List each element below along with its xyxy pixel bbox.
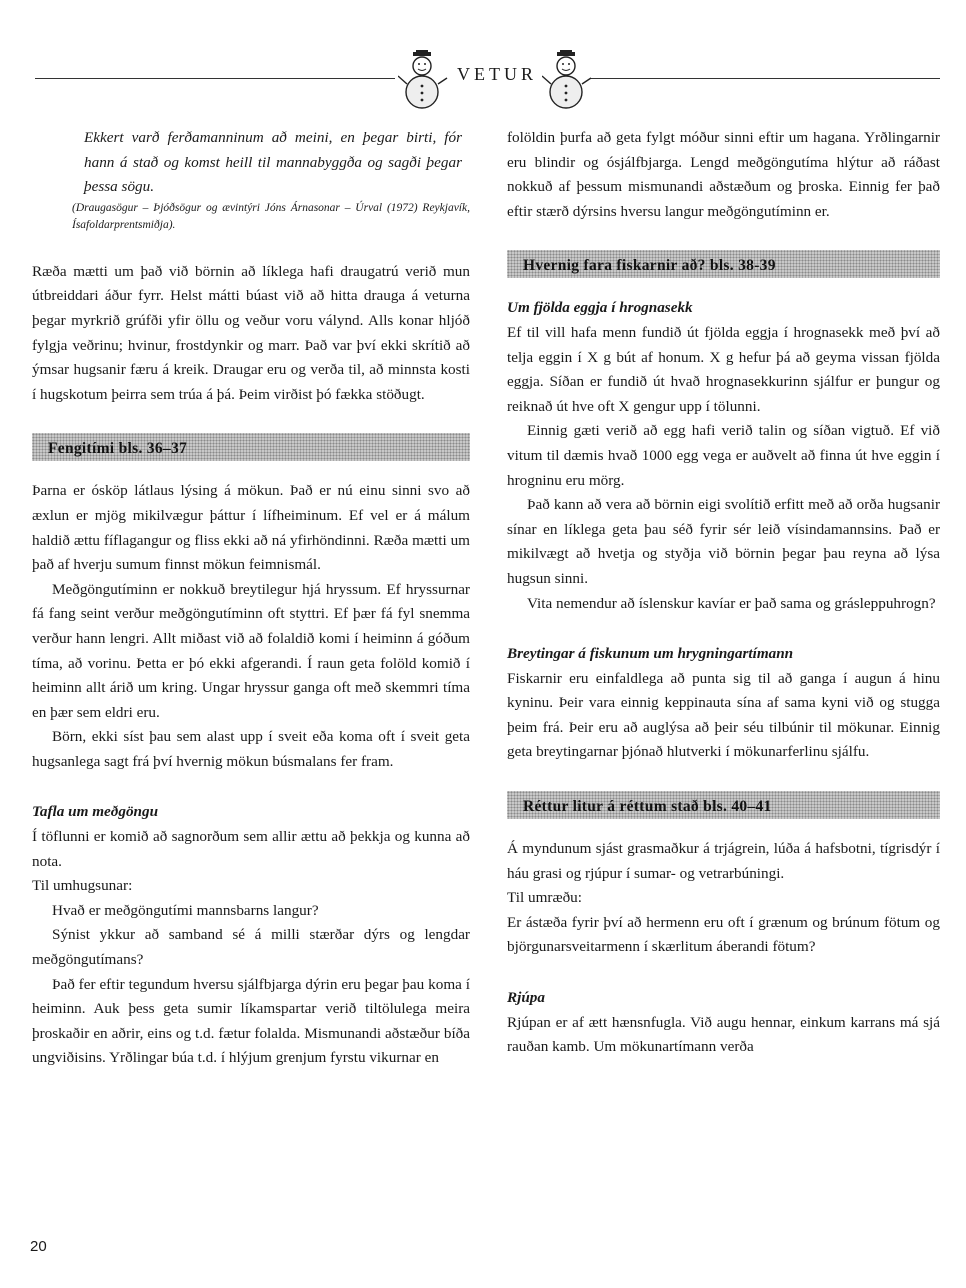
discussion-label: Til umræðu:: [507, 889, 582, 907]
body-paragraph: folöldin þurfa að geta fylgt móður sinni eftir um hagana. Yrðlingarnir eru blindir og ósjálfbjarga. Lengd meðgöngutíma hlýtur að ráðast nokkuð af þessum mismunandi aðstæðum og þroska. Einnig fer það eftir stærð dýrsins hversu langur meðgöngutíminn er.: [507, 129, 940, 220]
header-rule-left: [35, 78, 395, 79]
body-paragraph: Börn, ekki síst þau sem alast upp í sveit eða koma oft í sveit geta hugsanlega sagt frá því hvernig mökun búsmalans fer fram.: [32, 728, 470, 770]
section-heading: Fengitími bls. 36–37: [48, 440, 188, 458]
body-paragraph: Einnig gæti verið að egg hafi verið talin og síðan vigtuð. Ef við vitum til dæmis hvað 1000 egg vega er auðvelt að finna út hve eggin í hrogninu eru mörg.: [507, 422, 940, 489]
left-column: [32, 126, 470, 1071]
body-paragraph: Rjúpan er af ætt hænsnfugla. Við augu hennar, einkum karrans má sjá rauðan kamb. Um mökunartímann verða: [507, 1013, 940, 1056]
section-heading-bar: [507, 250, 940, 278]
section-heading: Réttur litur á réttum stað bls. 40–41: [523, 798, 772, 816]
subheading: Tafla um meðgöngu: [32, 803, 159, 821]
body-paragraph: Vita nemendur að íslenskur kavíar er það sama og grásleppuhrogn?: [527, 594, 936, 612]
snowman-icon: [398, 50, 448, 112]
body-paragraph: Á myndunum sjást grasmaðkur á trjágrein, lúða á hafsbotni, tígrisdýr í háu grasi og rjúpur í sumar- og vetrarbúningi.: [507, 840, 940, 882]
page-number: 20: [30, 1238, 47, 1255]
snowman-icon: [542, 50, 592, 112]
discussion-label: Til umhugsunar:: [32, 877, 133, 895]
question-item: Hvað er meðgöngutími mannsbarns langur?: [52, 901, 319, 919]
body-paragraph: Það fer eftir tegundum hversu sjálfbjarga dýrin eru þegar þau koma í heiminn. Auk þess geta sumir líkamspartar verið tiltölulega meira þroskaðir en aðrir, eins og t.d. fætur folalda. Mismunandi aðstæður bíða ungviðisins. Yrðlingar búa t.d. í hlýjum grenjum fyrstu vikurnar en: [32, 975, 470, 1067]
header-rule-right: [590, 78, 940, 79]
section-heading: Hvernig fara fiskarnir að? bls. 38-39: [523, 257, 776, 275]
section-heading-bar: [507, 791, 940, 819]
section-heading-bar: [32, 433, 470, 461]
body-paragraph: Þarna er ósköp látlaus lýsing á mökun. Það er nú einu sinni svo að æxlun er mjög mikilvægur þáttur í lífheiminum. Ef vel er á málum haldið ættu fíflagangur og fliss ekki að ná yfirhöndinni. Ræða mætti um það af hverju sumum finnst mökun feimnismál.: [32, 482, 470, 574]
body-paragraph: Er ástæða fyrir því að hermenn eru oft í grænum og brúnum fötum og björgunarsveitarmenn í skærlitum áberandi fötum?: [507, 913, 940, 956]
body-paragraph: Meðgöngutíminn er nokkuð breytilegur hjá hryssum. Ef hryssurnar fá fang seint verður meðgöngutíminn oft styttri. Ef þær fá fyl snemma verður hann lengri. Allt miðast við að folaldið komi í heiminn á góðum tíma, að vorinu. Þetta er þó ekki afgerandi. Í raun geta folöld komið í heiminn allt árið um kring. Ungar hryssur ganga oft með skemmri tíma en þær sem eldri eru.: [32, 580, 470, 721]
subheading: Rjúpa: [507, 989, 545, 1007]
right-column: [507, 126, 940, 1060]
intro-quote: Ekkert varð ferðamanninum að meini, en þegar birti, fór hann á stað og komst heill til mannabyggða og sagði þegar þessa sögu.: [84, 129, 462, 196]
subheading: Breytingar á fiskunum um hrygningartímann: [507, 645, 794, 663]
quote-source: (Draugasögur – Þjóðsögur og ævintýri Jóns Árnasonar – Úrval (1972) Reykjavík, Ísafoldarprentsmiðja).: [72, 201, 470, 231]
body-paragraph: Fiskarnir eru einfaldlega að punta sig til að ganga í augun á hinu kyninu. Þeir vara einnig keppinauta sína af sama kyni við og stugga þeim frá. Þeir eru að auglýsa að þeir séu tilbúnir til mökunar. Einnig geta breytingarnar þjónað hlutverki í mökunarferlinu sjálfu.: [507, 669, 940, 761]
page-header-title: VETUR: [457, 64, 537, 84]
subheading: Um fjölda eggja í hrognasekk: [507, 299, 693, 317]
body-paragraph: Það kann að vera að börnin eigi svolítið erfitt með að orða hugsanir sínar en líklega geta þau séð fyrir sér leið vísindamannsins. Það er mikilvægt að hvetja og styðja við börnin þegar þau reyna að lýsa hugsun sinni.: [507, 496, 940, 587]
body-paragraph: Í töflunni er komið að sagnorðum sem allir ættu að þekkja og kunna að nota.: [32, 828, 470, 870]
question-item: Sýnist ykkur að samband sé á milli stærðar dýrs og lengdar meðgöngutímans?: [32, 926, 470, 969]
body-paragraph: Ef til vill hafa menn fundið út fjölda eggja í hrognasekk með því að telja eggin í X g bút af honum. X g hefur þá að geyma vissan fjölda eggja. Síðan er fundið út hvað hrognasekkurinn sjálfur er þungur og reiknað út hve oft X gengur upp í tölunni.: [507, 323, 940, 415]
body-paragraph: Ræða mætti um það við börnin að líklega hafi draugatrú verið mun útbreiddari áður fyrr. Helst mátti búast við að hitta drauga á veturna þegar myrkrið grúfði yfir öllu og veður voru válynd. Alls konar hljóð fylgja veðrinu; hvinur, frostdynkir og marr. Það var því ekki skrítið að ýmsar hugsanir færu á kreik. Draugar eru og verða til, að minnsta kosti í hugskotum þeirra sem trúa á þá. Þeim virðist þó fækka stöðugt.: [32, 262, 470, 403]
